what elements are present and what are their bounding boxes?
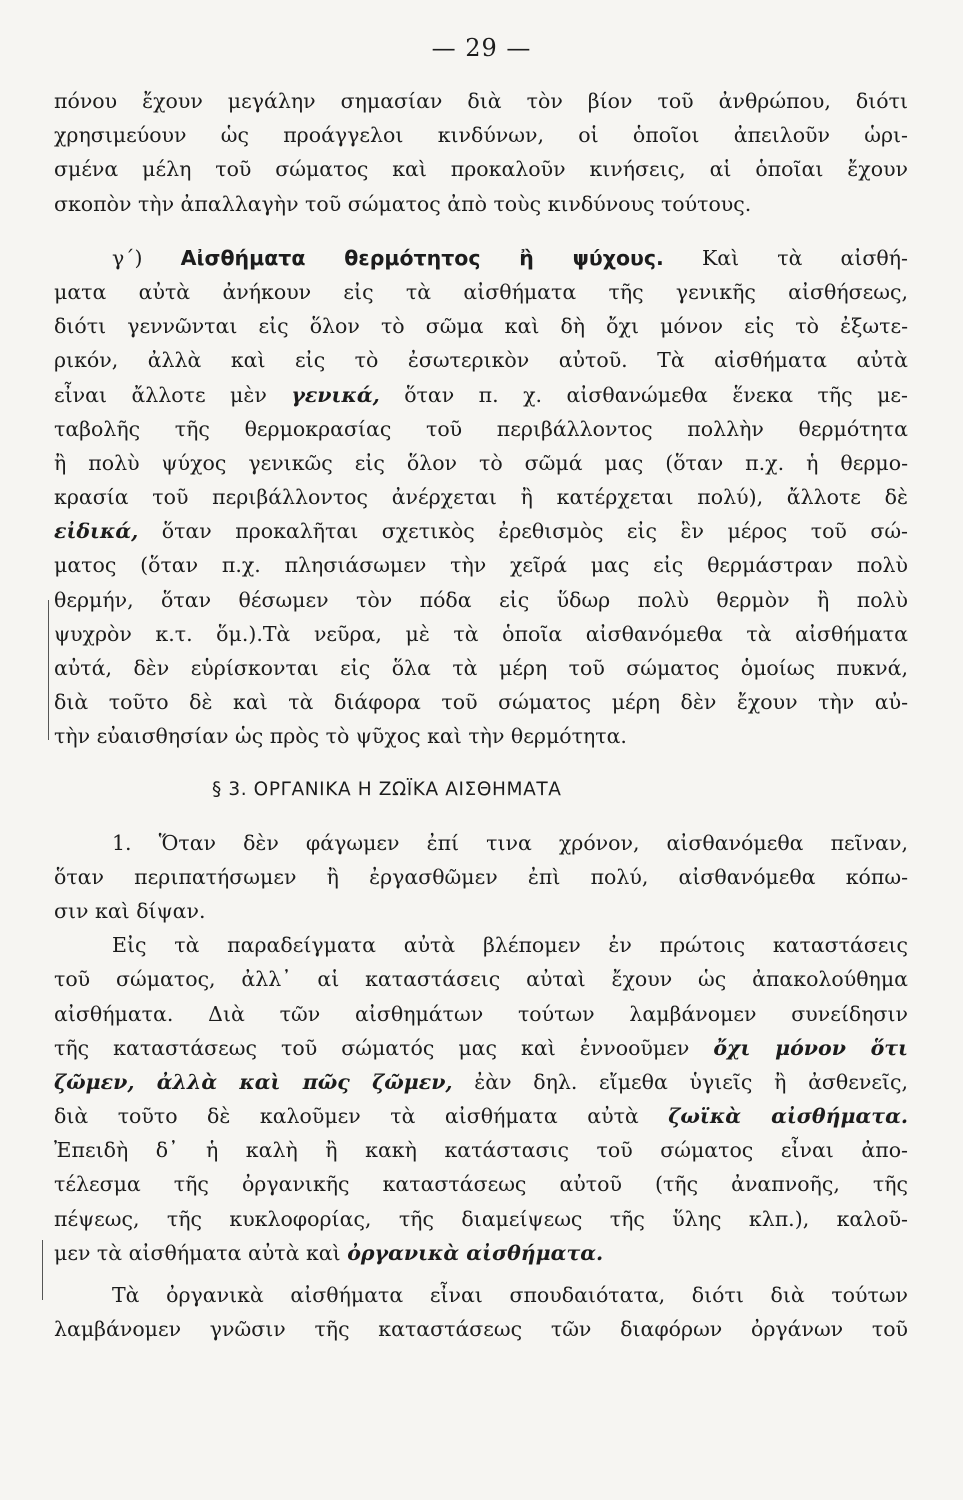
emphasis-zoic-sensations: ζωϊκὰ αἰσθήματα. [668, 1104, 908, 1129]
text-span: μεν τὰ αἰσθήματα αὐτὰ καὶ [54, 1240, 341, 1265]
text-line: πέψεως, τῆς κυκλοφορίας, τῆς διαμείψεως τῆς ὕλης κλπ.), καλοῦ- [54, 1206, 908, 1231]
section-g-first-line [54, 241, 908, 275]
text-span: εἶναι ἄλλοτε μὲν [54, 382, 267, 407]
emphasis-specific: εἰδικά, [54, 519, 139, 544]
emphasis: ὄχι μόνον ὅτι [713, 1035, 908, 1060]
text-line [54, 1099, 908, 1133]
text-line: αὐτά, δὲν εὑρίσκονται εἰς ὅλα τὰ μέρη τοῦ σώματος ὁμοίως πυκνά, [54, 656, 908, 680]
text-line: ρικόν, ἀλλὰ καὶ εἰς τὸ ἐσωτερικὸν αὐτοῦ. Τὰ αἰσθήματα αὐτὰ [54, 348, 908, 373]
margin-mark [42, 1240, 43, 1300]
section-title: Αἰσθήματα θερμότητος ἢ ψύχους. [180, 245, 664, 270]
text-span: διὰ τοῦτο δὲ καλοῦμεν τὰ αἰσθήματα αὐτὰ [54, 1104, 639, 1129]
text-line: Εἰς τὰ παραδείγματα αὐτὰ βλέπομεν ἐν πρώτοις καταστάσεις [112, 933, 908, 958]
text-line: Ἐπειδὴ δ᾿ ἡ καλὴ ἢ κακὴ κατάστασις τοῦ σώματος εἶναι ἀπο- [54, 1138, 908, 1163]
text-line: διὰ τοῦτο δὲ καὶ τὰ διάφορα τοῦ σώματος μέρη δὲν ἔχουν τὴν αὐ- [54, 690, 908, 715]
text-line: τέλεσμα τῆς ὀργανικῆς καταστάσεως αὐτοῦ (τῆς ἀναπνοῆς, τῆς [54, 1172, 908, 1197]
margin-mark [48, 600, 49, 740]
text-line [54, 1065, 908, 1099]
text-line: ματος (ὅταν π.χ. πλησιάσωμεν τὴν χεῖρά μας εἰς θερμάστραν πολὺ [54, 553, 908, 578]
text-line [54, 378, 908, 412]
body-text [54, 84, 908, 1346]
text-span: ὅταν π. χ. αἰσθανώμεθα ἕνεκα τῆς με- [404, 382, 908, 407]
text-line: Τὰ ὀργανικὰ αἰσθήματα εἶναι σπουδαιότατα, διότι διὰ τούτων [112, 1283, 908, 1307]
emphasis-general: γενικά, [291, 382, 380, 407]
text-line: 1. Ὅταν δὲν φάγωμεν ἐπί τινα χρόνον, αἰσθανόμεθα πεῖναν, [112, 830, 908, 855]
text-line: σμένα μέλη τοῦ σώματος καὶ προκαλοῦν κινήσεις, αἱ ὁποῖαι ἔχουν [54, 157, 908, 182]
text-line [54, 514, 908, 548]
text-line: ψυχρὸν κ.τ. ὅμ.).Τὰ νεῦρα, μὲ τὰ ὁποῖα αἰσθανόμεθα τὰ αἰσθήματα [54, 621, 908, 646]
text-span: τῆς καταστάσεως τοῦ σώματός μας καὶ ἐννοοῦμεν [54, 1035, 690, 1060]
text-span: ἐὰν δηλ. εἴμεθα ὑγιεῖς ἢ ἀσθενεῖς, [474, 1069, 908, 1094]
text-line: θερμήν, ὅταν θέσωμεν τὸν πόδα εἰς ὕδωρ πολὺ θερμὸν ἢ πολὺ [54, 587, 908, 612]
page-number: — 29 — [431, 34, 532, 62]
text-line: σκοπὸν τὴν ἀπαλλαγὴν τοῦ σώματος ἀπὸ τοὺς κινδύνους τούτους. [54, 191, 752, 216]
text-line: χρησιμεύουν ὡς προάγγελοι κινδύνων, οἱ ὁποῖοι ἀπειλοῦν ὡρι- [54, 123, 908, 148]
text-line [54, 1236, 908, 1270]
text-line: διότι γεννῶνται εἰς ὅλον τὸ σῶμα καὶ δὴ ὄχι μόνον εἰς τὸ ἐξωτε- [54, 314, 908, 339]
text-line: πόνου ἔχουν μεγάλην σημασίαν διὰ τὸν βίον τοῦ ἀνθρώπου, διότι [54, 89, 908, 113]
text-line: ἢ πολὺ ψύχος γενικῶς εἰς ὅλον τὸ σῶμά μας (ὅταν π.χ. ἡ θερμο- [54, 450, 908, 475]
text-line: τὴν εὐαισθησίαν ὡς πρὸς τὸ ψῦχος καὶ τὴν θερμότητα. [54, 724, 627, 749]
text-span: ὅταν προκαλῆται σχετικὸς ἐρεθισμὸς εἰς ἓν μέρος τοῦ σώ- [161, 519, 908, 544]
text-line: ταβολῆς τῆς θερμοκρασίας τοῦ περιβάλλοντος πολλὴν θερμότητα [54, 416, 908, 441]
section-label: γ΄) [112, 245, 143, 270]
emphasis: ζῶμεν, ἀλλὰ καὶ πῶς ζῶμεν, [54, 1069, 453, 1094]
emphasis-organic-sensations: ὀργανικὰ αἰσθήματα. [347, 1240, 604, 1265]
text-line: ματα αὐτὰ ἀνήκουν εἰς τὰ αἰσθήματα τῆς γενικῆς αἰσθήσεως, [54, 279, 908, 304]
text-span: Καὶ τὰ αἰσθή- [701, 245, 908, 270]
section-heading: § 3. ΟΡΓΑΝΙΚΑ Η ΖΩΪΚΑ ΑΙΣΘΗΜΑΤΑ [212, 778, 562, 800]
text-line: ὅταν περιπατήσωμεν ἢ ἐργασθῶμεν ἐπὶ πολύ, αἰσθανόμεθα κόπω- [54, 864, 908, 889]
text-line [54, 1031, 908, 1065]
text-line: λαμβάνομεν γνῶσιν τῆς καταστάσεως τῶν διαφόρων ὀργάνων τοῦ [54, 1317, 908, 1342]
text-line: σιν καὶ δίψαν. [54, 898, 206, 923]
text-line: κρασία τοῦ περιβάλλοντος ἀνέρχεται ἢ κατέρχεται πολύ), ἄλλοτε δὲ [54, 485, 908, 510]
text-line: αἰσθήματα. Διὰ τῶν αἰσθημάτων τούτων λαμβάνομεν συνείδησιν [54, 1001, 908, 1026]
text-line: τοῦ σώματος, ἀλλ᾿ αἱ καταστάσεις αὐταὶ ἔχουν ὡς ἀπακολούθημα [54, 967, 908, 992]
